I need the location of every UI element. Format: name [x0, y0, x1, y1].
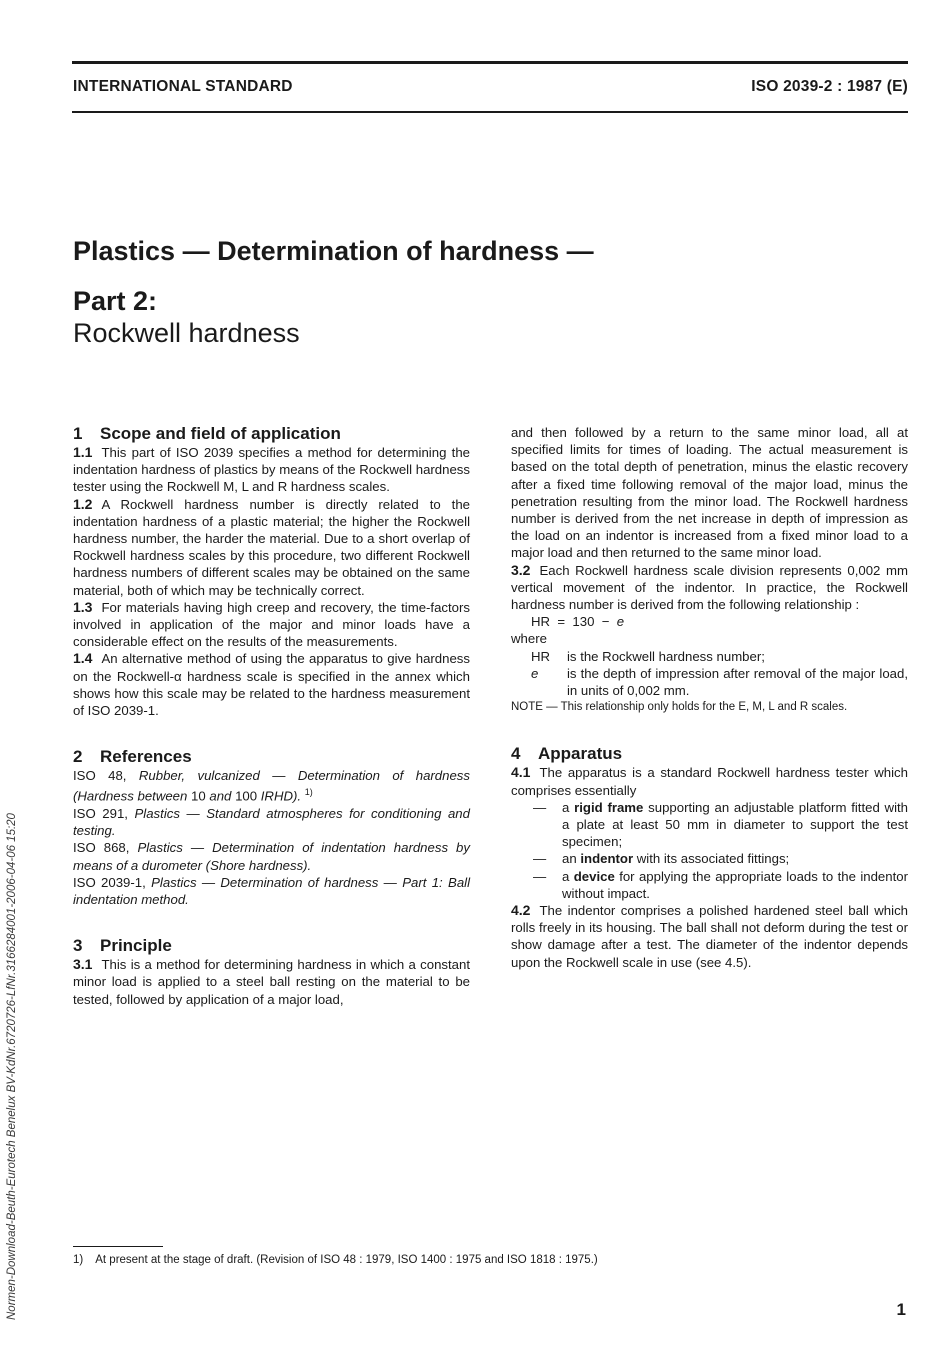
reference-item: ISO 291, Plastics — Standard atmospheres for conditioning and testing.: [73, 806, 470, 839]
document-subtitle: Rockwell hardness: [73, 318, 300, 348]
definition-item: e is the depth of impression after removal of the major load, in units of 0,002 mm.: [531, 665, 908, 699]
download-watermark: Normen-Download-Beuth-Eurotech Benelux BV-KdNr.6720726-LfNr.3166284001-2006-04-06 15:20: [6, 813, 18, 1320]
header-right: ISO 2039-2 : 1987 (E): [751, 78, 908, 95]
list-item: — a device for applying the appropriate loads to the indentor without impact.: [533, 868, 908, 901]
left-column: [73, 424, 470, 1008]
paragraph-3-2: 3.2 Each Rockwell hardness scale division represents 0,002 mm vertical movement of the indentor. In practice, the Rockwell hardness number is derived from the following relationship :: [511, 561, 908, 613]
formula: HR = 130 − e: [531, 614, 625, 630]
header-left: INTERNATIONAL STANDARD: [73, 78, 293, 95]
paragraph-3-1-continued: and then followed by a return to the same minor load, all at specified limits for times of loading. The actual measurement is based on the total depth of penetration, minus the elastic recovery after a fixed time following removal of the major load, minus the penetration resulting from the minor load. The Rockwell hardness number is derived from the net increase in depth of impression as the load on an indentor is increased from a fixed minor load to a major load and then returned to the same minor load.: [511, 425, 908, 561]
header-bottom-rule: [72, 111, 908, 113]
paragraph-1-1: 1.1 This part of ISO 2039 specifies a method for determining the indentation hardness of plastics by means of the Rockwell hardness tester using the Rockwell M, L and R hardness scales.: [73, 444, 470, 495]
note: NOTE — This relationship only holds for the E, M, L and R scales.: [511, 701, 848, 714]
definition-item: HR is the Rockwell hardness number;: [531, 648, 765, 664]
reference-item: ISO 48, Rubber, vulcanized — Determination of hardness (Hardness between 10 and 100 IRHD). $^{1)}$: [73, 768, 470, 804]
paragraph-3-1: 3.1 This is a method for determining hardness in which a constant minor load is applied to a steel ball resting on the material to be tested, followed by application of a major load,: [73, 956, 470, 1007]
reference-item: ISO 2039-1, Plastics — Determination of hardness — Part 1: Ball indentation method.: [73, 874, 471, 908]
page-number: 1: [896, 1300, 906, 1319]
section-heading-3: 3 Principle: [73, 936, 172, 956]
right-column: [511, 424, 908, 971]
header-top-rule: [72, 61, 908, 64]
list-item: — a rigid frame supporting an adjustable platform fitted with a plate at least 50 mm in diameter to support the test specimen;: [533, 799, 909, 850]
section-heading-4: 4 Apparatus: [511, 744, 623, 764]
document-title: Plastics — Determination of hardness —: [73, 236, 594, 266]
footnote-rule: [73, 1246, 163, 1247]
where-label: where: [511, 631, 547, 647]
section-heading-2: 2 References: [73, 747, 192, 767]
paragraph-1-4: 1.4 An alternative method of using the apparatus to give hardness on the Rockwell-α hardness scale is specified in the annex which shows how this scale may be related to the hardness measurement of ISO 2039-1.: [73, 650, 470, 719]
section-heading-1: 1 Scope and field of application: [73, 424, 341, 443]
paragraph-4-1: 4.1 The apparatus is a standard Rockwell hardness tester which comprises essentially: [511, 764, 908, 798]
footnote: 1) At present at the stage of draft. (Revision of ISO 48 : 1979, ISO 1400 : 1975 and ISO 1818 : 1975.): [73, 1254, 598, 1266]
paragraph-1-2: 1.2 A Rockwell hardness number is directly related to the indentation hardness of a plastic material; the higher the Rockwell hardness number, the harder the material. Due to a short overlap of Rockwell hardness scales by this procedure, two different Rockwell hardness numbers of different scales may be obtained on the same material, both of which may be technically correct.: [73, 495, 470, 598]
paragraph-1-3: 1.3 For materials having high creep and recovery, the time-factors involved in application of the major and minor loads have a considerable effect on the results of the measurements.: [73, 598, 470, 650]
document-part: Part 2:: [73, 286, 158, 316]
list-item: — an indentor with its associated fittings;: [533, 851, 790, 867]
reference-item: ISO 868, Plastics — Determination of indentation hardness by means of a durometer (Shore hardness).: [73, 840, 470, 873]
paragraph-4-2: 4.2 The indentor comprises a polished hardened steel ball which rolls freely in its housing. The ball shall not deform during the test or show damage after a test. The diameter of the indentor depends upon the Rockwell scale in use (see 4.5).: [511, 902, 908, 970]
